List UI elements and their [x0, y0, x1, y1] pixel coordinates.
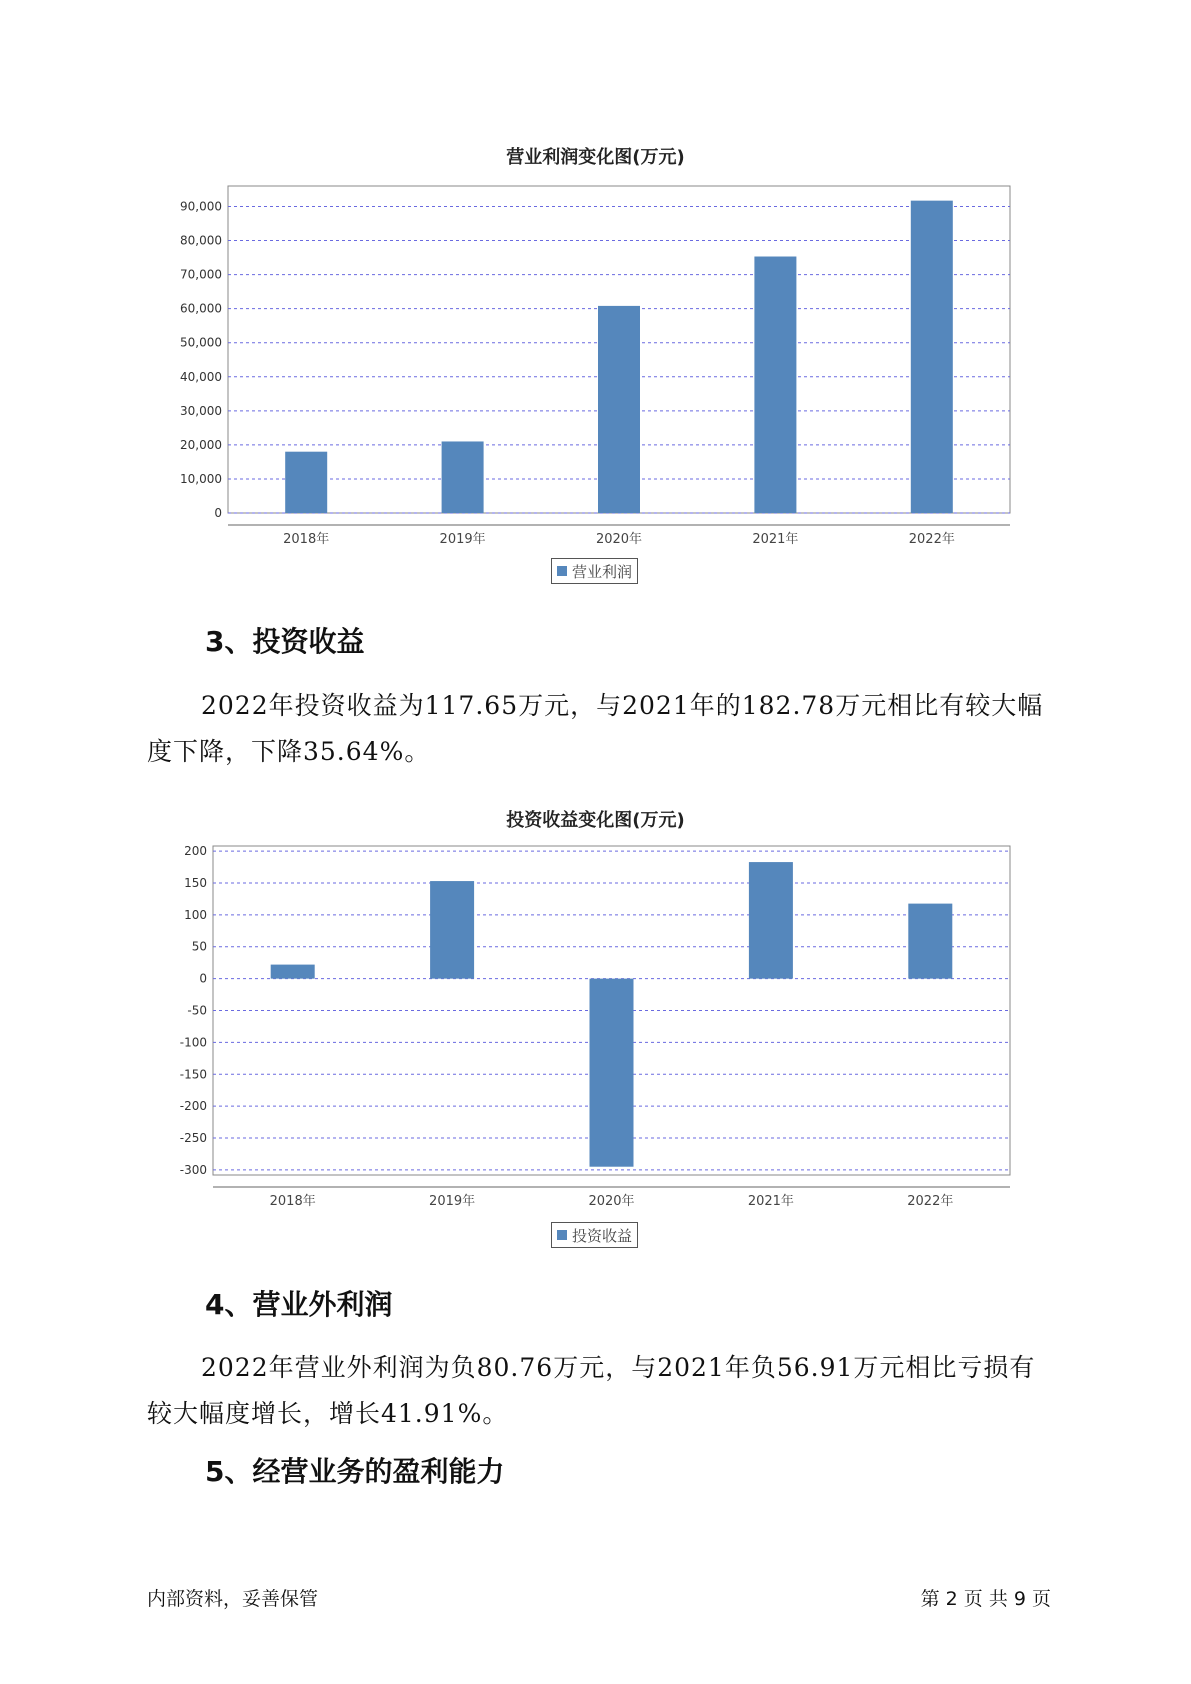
- y-tick-label: 30,000: [180, 403, 222, 418]
- bar: [908, 904, 952, 979]
- y-tick-label: 80,000: [180, 233, 222, 248]
- y-tick-label: 50,000: [180, 335, 222, 350]
- x-tick-label: 2021年: [752, 532, 799, 547]
- y-tick-label: 10,000: [180, 471, 222, 486]
- operating-profit-legend: [551, 558, 638, 584]
- y-tick-label: 20,000: [180, 437, 222, 452]
- y-tick-label: 40,000: [180, 369, 222, 384]
- x-tick-label: 2020年: [588, 1194, 635, 1209]
- bar: [271, 965, 315, 979]
- operating-profit-chart: [0, 180, 1191, 550]
- bar: [598, 306, 640, 513]
- y-tick-label: 0: [199, 971, 207, 986]
- x-tick-label: 2018年: [283, 532, 330, 547]
- investment-income-chart: [0, 840, 1191, 1215]
- x-tick-label: 2020年: [595, 532, 643, 547]
- section-5-heading: 5、经营业务的盈利能力: [205, 1455, 505, 1488]
- bar: [749, 862, 793, 979]
- y-tick-label: 90,000: [180, 199, 222, 214]
- section-3-paragraph: 2022年投资收益为117.65万元，与2021年的182.78万元相比有较大幅度下降，下降35.64%。: [147, 691, 1044, 766]
- y-tick-label: 150: [184, 875, 207, 890]
- y-tick-label: 70,000: [180, 267, 222, 282]
- section-4-heading: 4、营业外利润: [205, 1288, 393, 1321]
- x-tick-label: 2019年: [439, 532, 486, 547]
- y-tick-label: 200: [184, 844, 207, 859]
- y-tick-label: -150: [179, 1067, 207, 1082]
- bar: [911, 201, 953, 513]
- y-tick-label: -200: [179, 1099, 207, 1114]
- y-tick-label: -100: [179, 1035, 207, 1050]
- investment-income-chart-title: 投资收益变化图(万元): [506, 810, 685, 831]
- y-tick-label: 0: [214, 506, 222, 520]
- legend-label: 营业利润: [572, 562, 633, 581]
- y-tick-label: -50: [187, 1003, 207, 1018]
- legend-swatch: [557, 566, 567, 576]
- bar: [285, 452, 327, 513]
- x-tick-label: 2022年: [907, 1194, 954, 1209]
- investment-income-legend: [551, 1222, 638, 1248]
- bar: [442, 441, 484, 513]
- bar: [430, 881, 474, 979]
- section-4-paragraph: 2022年营业外利润为负80.76万元，与2021年负56.91万元相比亏损有较大幅度增长，增长41.91%。: [147, 1353, 1036, 1428]
- x-tick-label: 2019年: [429, 1194, 476, 1209]
- operating-profit-chart-title: 营业利润变化图(万元): [506, 147, 685, 168]
- legend-label: 投资收益: [572, 1226, 633, 1245]
- section-3-heading: 3、投资收益: [205, 625, 365, 658]
- bar: [754, 257, 796, 513]
- y-tick-label: -250: [179, 1131, 207, 1146]
- y-tick-label: 60,000: [180, 301, 222, 316]
- x-tick-label: 2021年: [747, 1194, 794, 1209]
- footer-page-number: 第 2 页 共 9 页: [920, 1588, 1051, 1610]
- footer-confidential-note: 内部资料，妥善保管: [147, 1588, 319, 1610]
- x-tick-label: 2018年: [269, 1194, 316, 1209]
- bar: [590, 979, 634, 1167]
- y-tick-label: 100: [184, 907, 207, 922]
- y-tick-label: 50: [191, 939, 207, 954]
- x-tick-label: 2022年: [908, 532, 955, 547]
- y-tick-label: -300: [179, 1162, 207, 1177]
- legend-swatch: [557, 1230, 567, 1240]
